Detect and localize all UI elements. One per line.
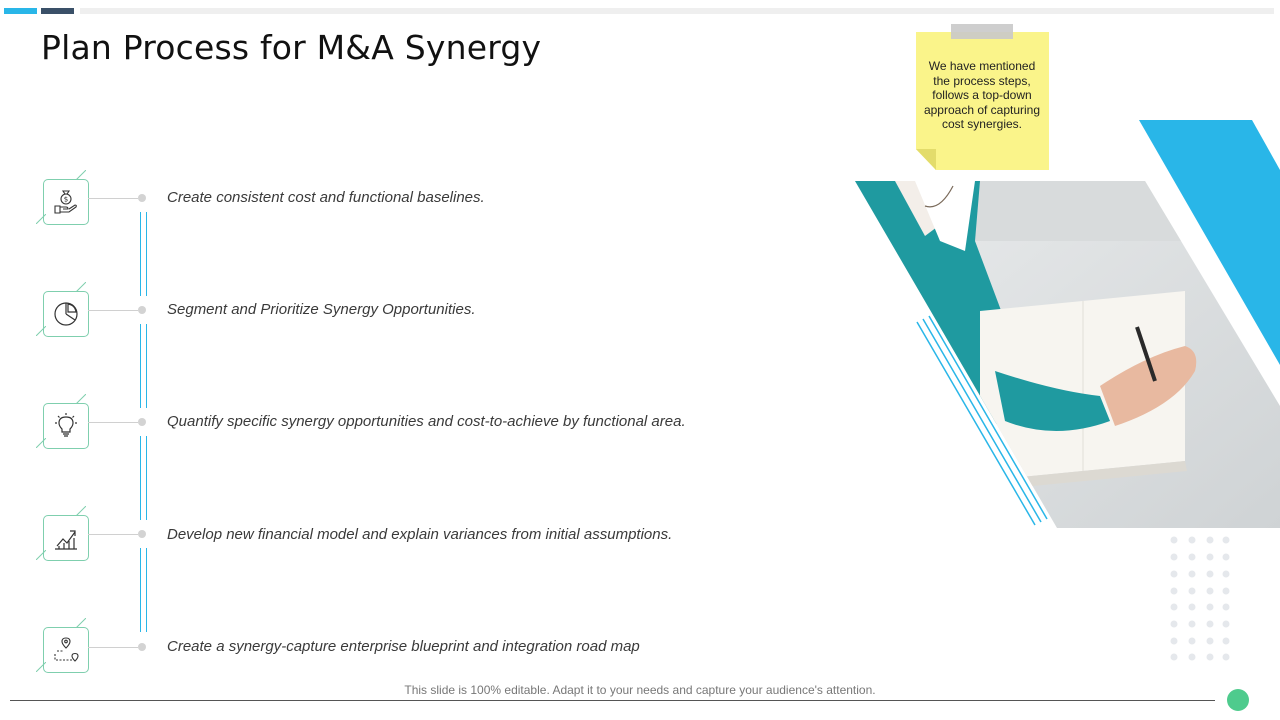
step-4-connector — [88, 534, 138, 535]
step-1-text: Create consistent cost and functional baselines. — [167, 189, 485, 206]
money-hand-icon — [52, 188, 80, 216]
pie-chart-icon — [52, 300, 80, 328]
step-5-connector — [88, 647, 138, 648]
step-5-text: Create a synergy-capture enterprise blueprint and integration road map — [167, 638, 640, 655]
timeline-segment-1 — [140, 212, 147, 296]
sticky-note-fold — [916, 149, 936, 170]
step-2-text: Segment and Prioritize Synergy Opportunities. — [167, 301, 476, 318]
step-3-connector — [88, 422, 138, 423]
step-4-dot — [138, 530, 146, 538]
svg-text:$: $ — [63, 195, 69, 204]
step-1-corner-tick — [76, 170, 86, 180]
step-1-connector — [88, 198, 138, 199]
timeline-segment-2 — [140, 324, 147, 408]
footer-green-dot — [1227, 689, 1249, 711]
sticky-note-text: We have mentioned the process steps, follows a top-down approach of capturing cost synergies. — [923, 59, 1041, 131]
step-3-corner-tick — [76, 394, 86, 404]
top-accent-bar-blue — [4, 8, 37, 14]
step-4-corner-tick-2 — [36, 550, 46, 560]
sticky-note-tape — [951, 24, 1013, 39]
step-5-dot — [138, 643, 146, 651]
step-3-dot — [138, 418, 146, 426]
lightbulb-icon — [52, 412, 80, 440]
step-5-corner-tick-2 — [36, 662, 46, 672]
footer-divider — [10, 700, 1215, 701]
step-4-icon-box — [43, 515, 89, 561]
step-1-dot — [138, 194, 146, 202]
step-3-corner-tick-2 — [36, 438, 46, 448]
step-4-text: Develop new financial model and explain variances from initial assumptions. — [167, 526, 673, 543]
footer-text: This slide is 100% editable. Adapt it to your needs and capture your audience's attention. — [404, 683, 876, 697]
step-2-corner-tick — [76, 282, 86, 292]
timeline-segment-4 — [140, 548, 147, 632]
photo-person-writing — [855, 181, 1280, 528]
step-1-icon-box — [43, 179, 89, 225]
step-5-icon-box — [43, 627, 89, 673]
slide-title: Plan Process for M&A Synergy — [41, 28, 542, 67]
top-accent-bar-grey — [80, 8, 1274, 14]
step-2-dot — [138, 306, 146, 314]
step-3-text: Quantify specific synergy opportunities and cost-to-achieve by functional area. — [167, 413, 686, 430]
step-2-connector — [88, 310, 138, 311]
growth-chart-icon — [52, 524, 80, 552]
decorative-dot-grid — [1166, 536, 1230, 662]
step-3-icon-box — [43, 403, 89, 449]
top-accent-bar-dark — [41, 8, 74, 14]
step-2-icon-box — [43, 291, 89, 337]
route-map-icon — [52, 636, 80, 664]
step-5-corner-tick — [76, 618, 86, 628]
step-1-corner-tick-2 — [36, 214, 46, 224]
timeline-segment-3 — [140, 436, 147, 520]
step-4-corner-tick — [76, 506, 86, 516]
step-2-corner-tick-2 — [36, 326, 46, 336]
